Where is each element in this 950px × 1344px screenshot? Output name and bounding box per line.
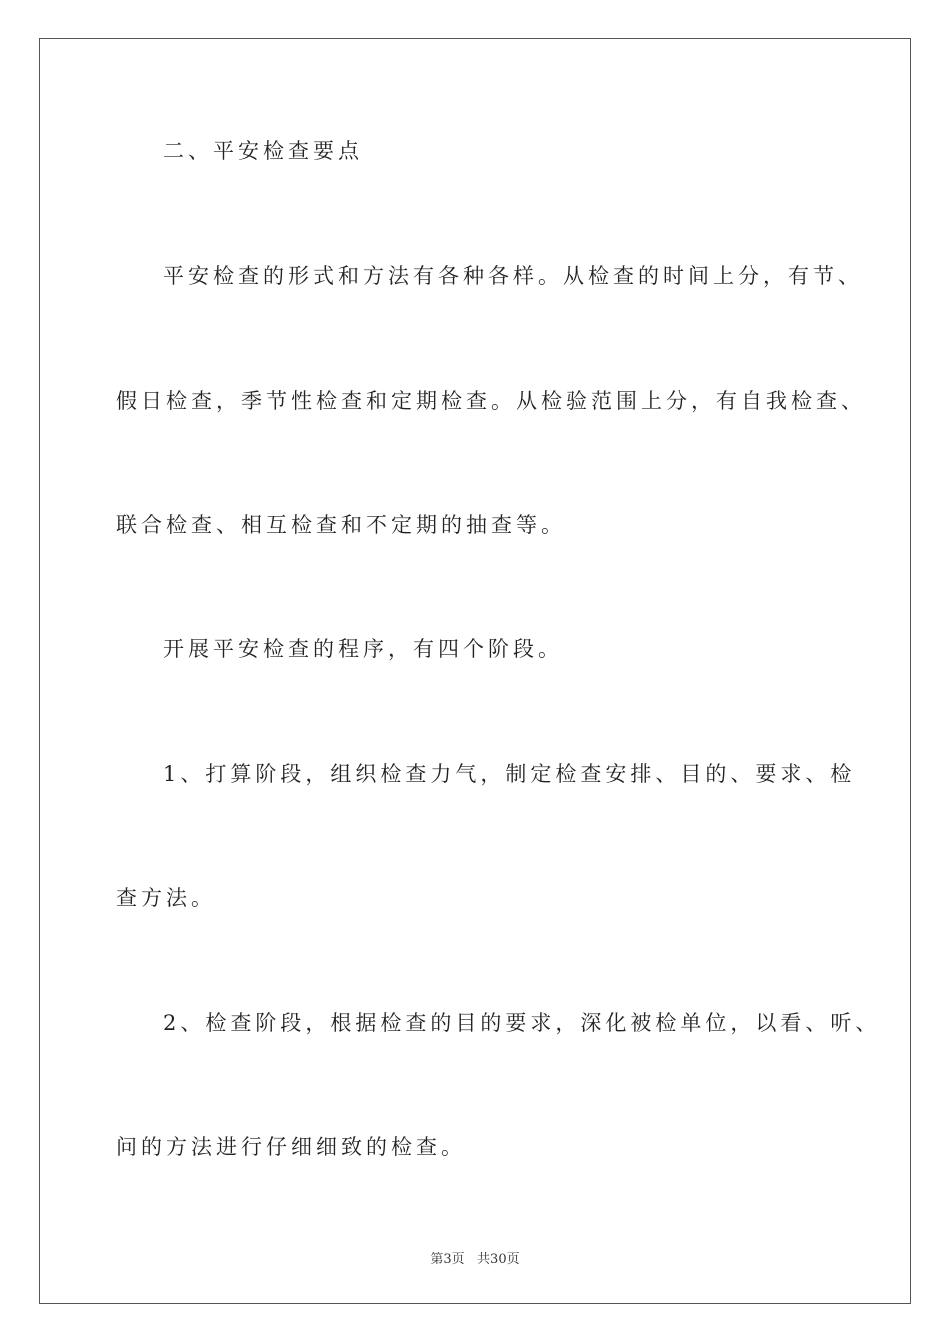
paragraph-line: 查方法。	[116, 886, 216, 910]
paragraph-line: 问的方法进行仔细细致的检查。	[116, 1135, 466, 1159]
section-heading: 二、平安检查要点	[163, 139, 363, 163]
paragraph-line: 2、检查阶段，根据检查的目的要求，深化被检单位，以看、听、	[163, 1011, 881, 1035]
paragraph-line: 1、打算阶段，组织检查力气，制定检查安排、目的、要求、检	[163, 762, 856, 786]
page-border	[39, 38, 911, 1304]
paragraph-line: 平安检查的形式和方法有各种各样。从检查的时间上分，有节、	[163, 264, 863, 288]
paragraph-line: 开展平安检查的程序，有四个阶段。	[163, 637, 563, 661]
paragraph-line: 假日检查，季节性检查和定期检查。从检验范围上分，有自我检查、	[116, 389, 866, 413]
paragraph-line: 联合检查、相互检查和不定期的抽查等。	[116, 513, 566, 537]
page-number: 第3页 共30页	[430, 1252, 520, 1267]
